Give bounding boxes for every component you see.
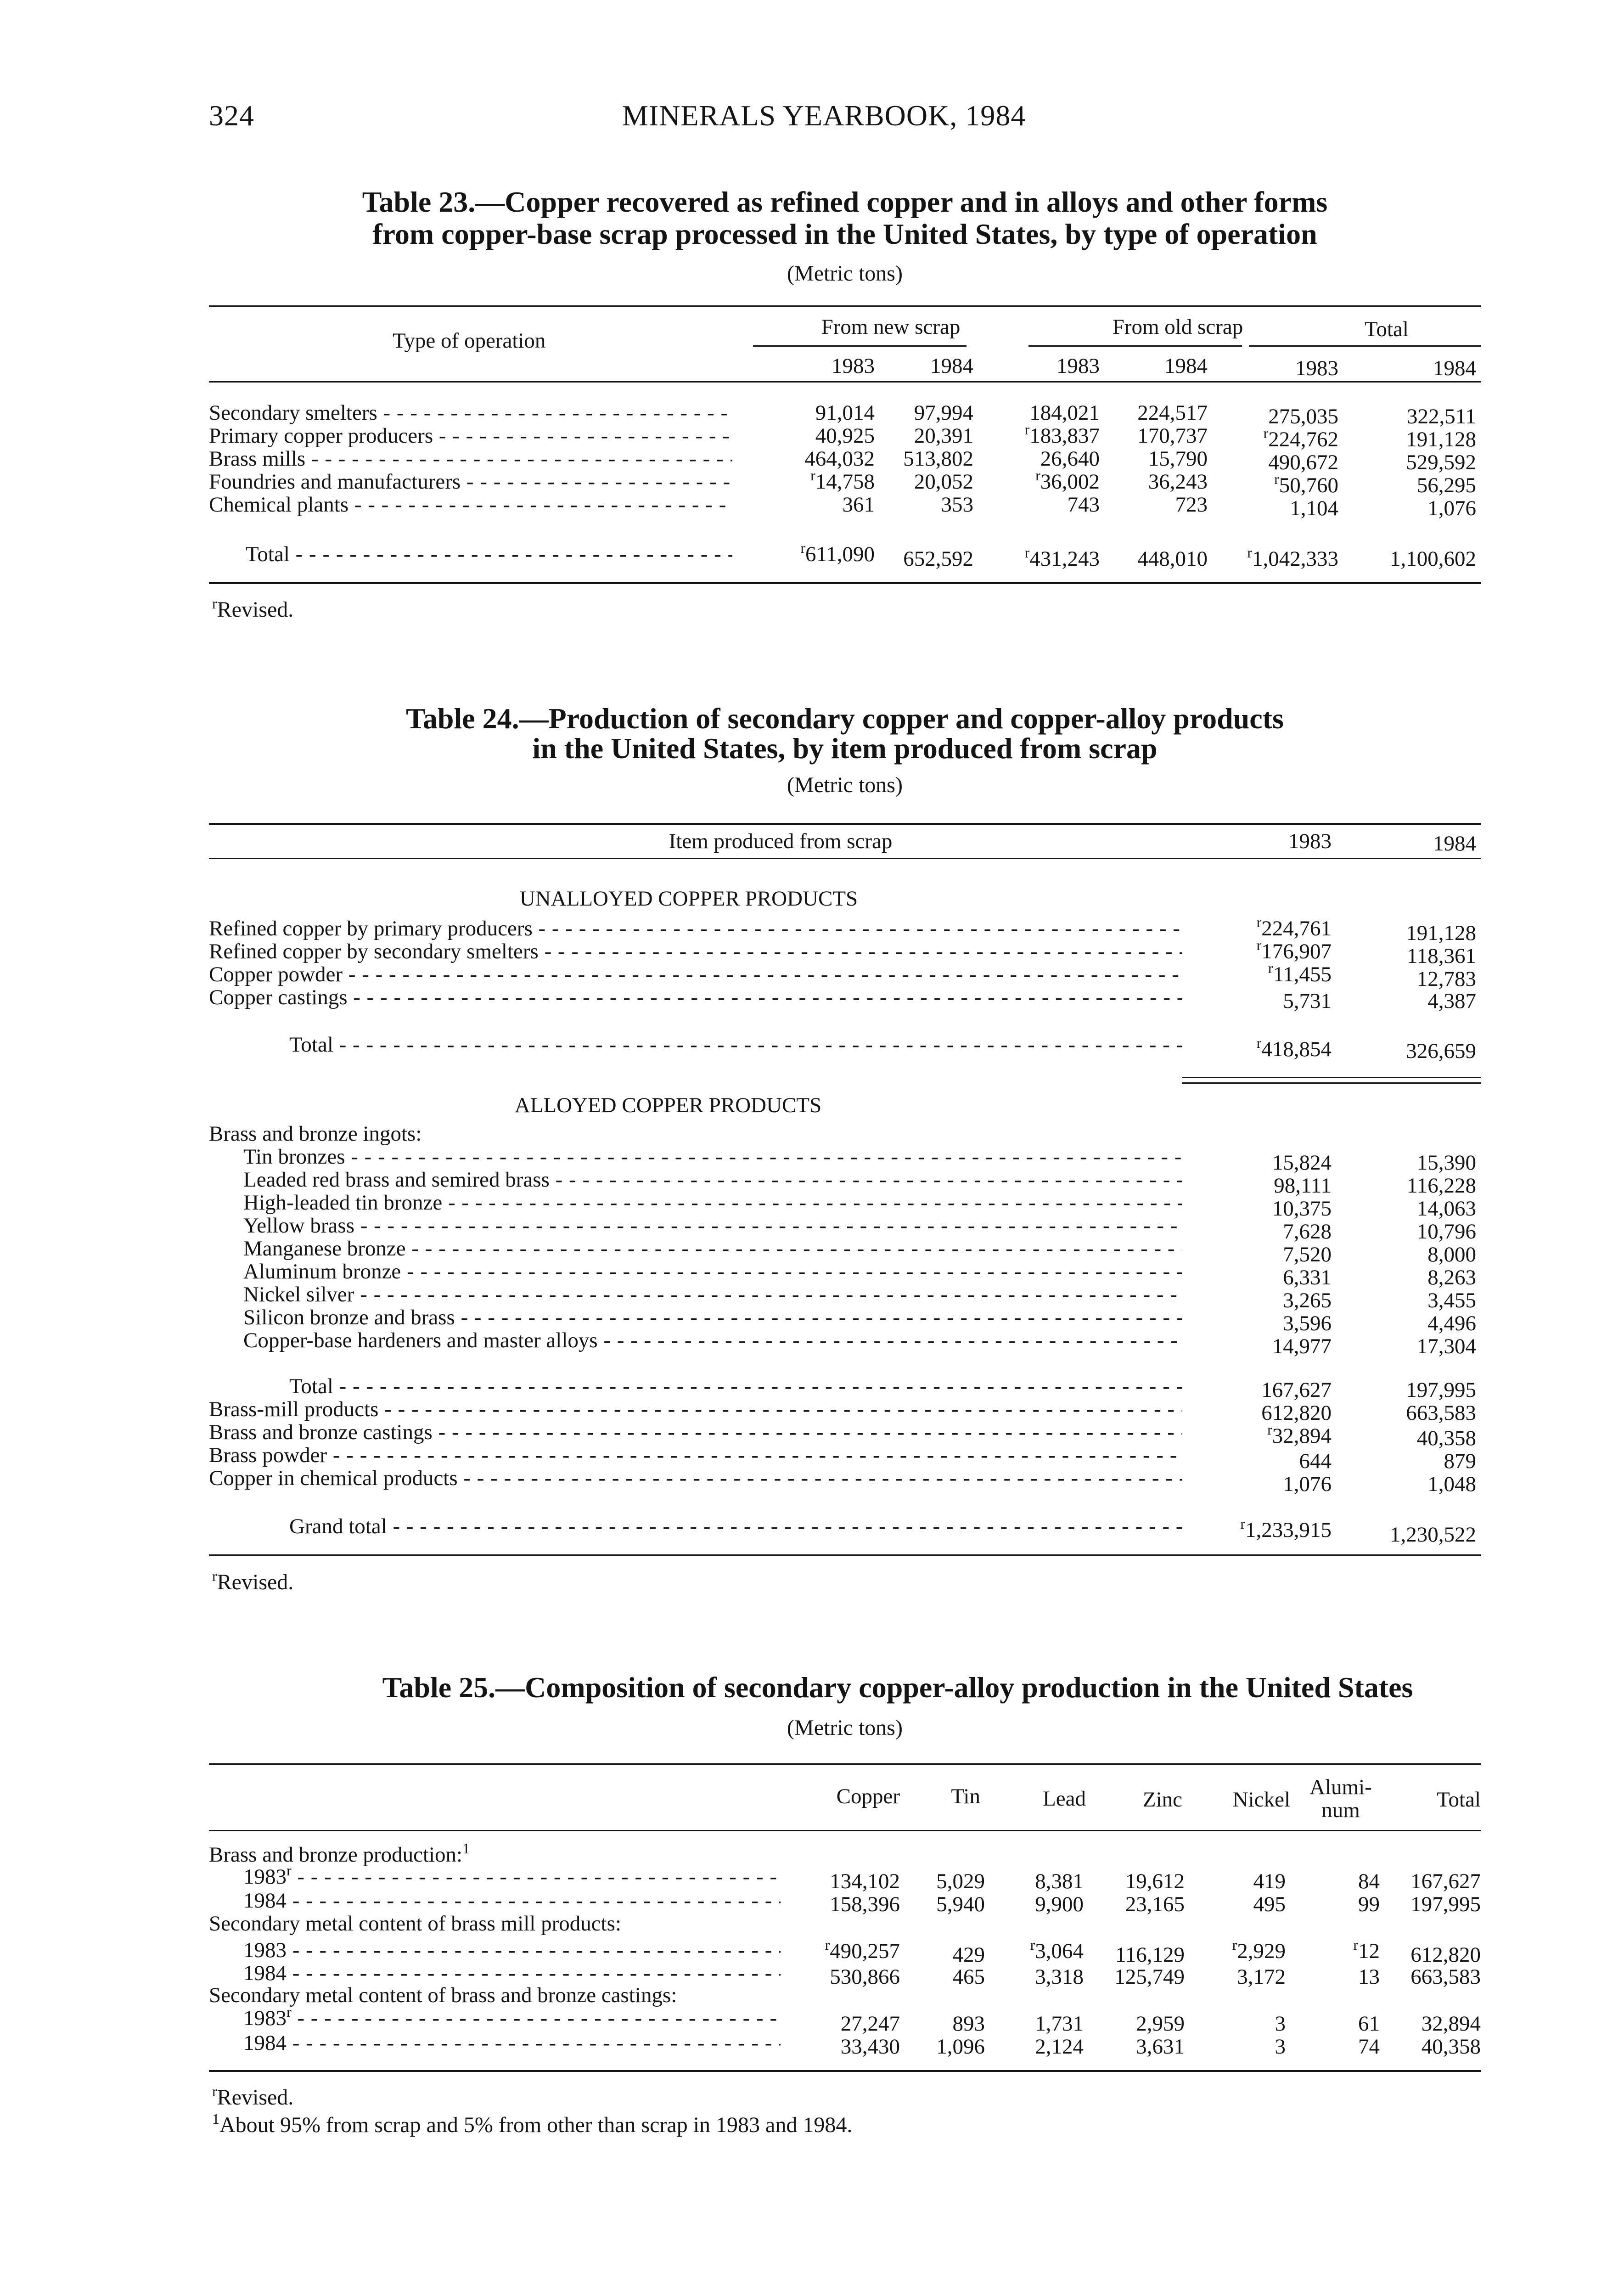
table24-top-rule [209,823,1481,825]
table-cell: $^r$32,894 [1267,1421,1332,1448]
table-row-label: Copper in chemical products - - - [209,1466,1182,1491]
table23-title-line1: Table 23.—Copper recovered as refined copper and in alloys and other forms [362,186,1328,218]
table-row-label: Copper powder - - - [209,962,1182,987]
table25-bottom-rule [209,2070,1481,2072]
table-cell: 20,391 [914,424,973,448]
table-cell: $^r$36,002 [1035,467,1100,494]
table23-year-header: 1983 [1295,356,1338,380]
table-cell: 1,048 [1427,1472,1476,1496]
table-cell: $^r$176,907 [1256,937,1332,963]
table-cell: 275,035 [1268,405,1338,428]
running-title: MINERALS YEARBOOK, 1984 [622,99,1026,132]
table24-double-rule [1182,1077,1481,1078]
table-cell: 98,111 [1274,1174,1332,1198]
table-cell: 15,390 [1416,1151,1476,1175]
table-cell: 167,627 [1261,1378,1332,1402]
table-cell: 15,790 [1148,447,1208,471]
table-cell: 118,361 [1406,944,1476,968]
table-cell: 6,331 [1283,1266,1332,1289]
table-cell: 3 [1275,2012,1286,2036]
table-cell: 3,172 [1237,1965,1286,1989]
table23-unit: (Metric tons) [787,261,903,286]
table24-unalloyed-total-label: Total - - - [289,1032,1182,1057]
table-cell: 1,230,522 [1390,1523,1476,1547]
table25-col-header: Total [1437,1788,1481,1812]
table-cell: 33,430 [840,2035,900,2059]
table-cell: 20,052 [914,470,973,494]
table-cell: 3,631 [1136,2035,1185,2059]
table23-top-rule [209,305,1481,307]
table24-header-rule [209,858,1481,859]
table-cell: 419 [1253,1869,1286,1893]
table23-group-rule [753,345,966,347]
table-cell: 36,243 [1148,470,1208,494]
table-row-label: Refined copper by primary producers - - - [209,916,1182,941]
table-cell: 723 [1175,493,1208,517]
table-cell: 4,387 [1427,989,1476,1013]
table-cell: 7,520 [1283,1243,1332,1266]
table-row-label: Brass and bronze castings - - - [209,1420,1182,1445]
table-cell: 134,102 [830,1869,900,1893]
table23-group-total: Total [1365,317,1409,341]
table23-title-line2: from copper-base scrap processed in the United States, by type of operation [372,218,1317,250]
table-cell: 125,749 [1114,1965,1185,1989]
table-cell: 5,029 [936,1869,985,1893]
table23-year-header: 1984 [930,354,973,378]
table-row-label: Chemical plants - - - [209,492,732,517]
table-cell: 3,455 [1427,1289,1476,1312]
table24-unit: (Metric tons) [787,773,903,797]
table-cell: 191,128 [1406,428,1476,451]
table-row-label: 1983$^r$ - - - [243,1864,781,1889]
table-cell: 743 [1067,493,1100,517]
table-cell: 652,592 [903,547,973,571]
table-row-label: 1984 - - - [243,2031,781,2055]
table24-stub-header: Item produced from scrap [669,829,893,853]
table-cell: $^r$224,762 [1263,425,1338,451]
table25-col-header: Copper [836,1784,900,1808]
table-cell: 14,977 [1272,1334,1332,1358]
table24-bottom-rule [209,1554,1481,1556]
table-row-label: Leaded red brass and semired brass - - - [243,1167,1182,1192]
table-cell: $^r$2,929 [1232,1936,1286,1963]
table-cell: $^r$183,837 [1024,421,1100,448]
table-cell: 3 [1275,2035,1286,2059]
table-cell: 5,940 [936,1892,985,1916]
table-cell: 91,014 [815,401,875,425]
table-row-label: Tin bronzes - - - [243,1144,1182,1169]
table-cell: $^r$611,090 [800,540,875,566]
table-cell: 1,104 [1290,496,1338,520]
table25-title: Table 25.—Composition of secondary copper-alloy production in the United States [382,1671,1413,1704]
table-cell: 23,165 [1125,1892,1185,1916]
table-row-label: Secondary smelters - - - [209,400,732,425]
table-cell: 879 [1444,1449,1476,1473]
table24-unalloyed-heading: UNALLOYED COPPER PRODUCTS [519,887,858,911]
table23-year-header: 1983 [832,354,875,378]
table-cell: 40,358 [1416,1426,1476,1450]
table-cell: $^r$3,064 [1030,1936,1084,1963]
table-cell: 61 [1358,2012,1380,2036]
table-row-label: Aluminum bronze - - - [243,1259,1182,1284]
table-cell: 2,124 [1035,2035,1084,2059]
table-cell: 361 [842,493,875,517]
table-cell: 224,517 [1137,401,1208,425]
table-cell: 97,994 [914,401,973,425]
table-cell: 1,731 [1035,2012,1084,2036]
table-cell: $^r$431,243 [1024,544,1100,571]
table-cell: 7,628 [1283,1220,1332,1244]
table-cell: 3,265 [1283,1289,1332,1312]
table-cell: 191,128 [1406,921,1476,945]
table-cell: 1,076 [1427,496,1476,520]
table24-grand-total-label: Grand total - - - [289,1514,1182,1539]
table-cell: 9,900 [1035,1892,1084,1916]
table-row-label: Copper castings - - - [209,985,1182,1010]
table-cell: 353 [941,493,973,517]
table-cell: 663,583 [1410,1965,1481,1989]
table-cell: 167,627 [1410,1869,1481,1893]
table-cell: 17,304 [1416,1334,1476,1358]
table-cell: 184,021 [1029,401,1100,425]
table-cell: 10,796 [1416,1220,1476,1244]
table-row-label: Primary copper producers - - - [209,423,732,448]
table-cell: 530,866 [830,1965,900,1989]
table-cell: 529,592 [1406,450,1476,474]
table23-group-rule [1028,345,1242,347]
table23-bottom-rule [209,582,1481,584]
table-cell: 1,096 [936,2035,985,2059]
table-cell: 322,511 [1406,405,1476,428]
table25-section-heading: Secondary metal content of brass mill products: [209,1912,622,1936]
table-row-label: Brass powder - - - [209,1443,1182,1468]
table-cell: 170,737 [1137,424,1208,448]
table-cell: $^r$11,455 [1268,960,1332,986]
table-cell: 40,358 [1421,2035,1481,2059]
table-row-label: Yellow brass - - - [243,1213,1182,1238]
table23-year-header: 1984 [1433,356,1476,380]
table-row-label: Foundries and manufacturers - - - [209,469,732,494]
table24-year-header: 1984 [1433,832,1476,855]
table-cell: $^r$490,257 [825,1936,900,1963]
table-row-label: 1983 - - - [243,1938,781,1963]
table-row-label: 1984 - - - [243,1961,781,1986]
table-cell: 197,995 [1410,1892,1481,1916]
table-cell: 1,100,602 [1390,547,1476,571]
table25-col-header: num [1321,1798,1360,1822]
table-row-label: Copper-base hardeners and master alloys - - - [243,1328,1182,1353]
table24-footnote: $^r$Revised. [212,1568,294,1594]
table-row-label: 1984 - - - [243,1888,781,1913]
table-row-label: Brass-mill products - - - [209,1397,1182,1422]
table-cell: 2,959 [1136,2012,1185,2036]
table-cell: 158,396 [830,1892,900,1916]
table-cell: 26,640 [1040,447,1100,471]
table-cell: 197,995 [1406,1378,1476,1402]
table24-title-line1: Table 24.—Production of secondary copper and copper-alloy products [406,702,1284,735]
table-cell: 10,375 [1272,1197,1332,1221]
table-cell: 32,894 [1421,2012,1481,2036]
table-row-label: High-leaded tin bronze - - - [243,1190,1182,1215]
table-cell: 27,247 [840,2012,900,2036]
table-row-label: Nickel silver - - - [243,1282,1182,1307]
table-cell: 8,263 [1427,1266,1476,1289]
table-cell: 15,824 [1272,1151,1332,1175]
table-cell: 513,802 [903,447,973,471]
table-cell: 8,381 [1035,1869,1084,1893]
table25-col-header: Lead [1043,1787,1086,1811]
table-cell: 14,063 [1416,1197,1476,1221]
table-cell: 116,129 [1115,1943,1185,1967]
table-cell: 5,731 [1283,989,1332,1013]
table-row-label: 1983$^r$ - - - [243,2006,781,2031]
table-cell: 74 [1358,2035,1380,2059]
table23-total-label: Total - - - [246,542,732,567]
table23-group-old: From old scrap [1112,315,1243,339]
table24-year-header: 1983 [1288,829,1332,853]
table-cell: 429 [952,1943,985,1967]
table25-col-header: Alumi- [1309,1775,1372,1799]
table-cell: 12,783 [1416,967,1476,991]
table25-col-header: Nickel [1232,1788,1290,1812]
table-row-label: Silicon bronze and brass - - - [243,1305,1182,1330]
table-cell: 326,659 [1406,1039,1476,1063]
table25-section-heading: Brass and bronze production:$^1$ [209,1840,470,1867]
table-cell: 464,032 [804,447,875,471]
table-cell: 3,596 [1283,1311,1332,1335]
table-cell: 663,583 [1406,1401,1476,1425]
table-row-label: Brass mills - - - [209,446,732,471]
table-row-label: Refined copper by secondary smelters - - - [209,939,1182,964]
table25-header-rule [209,1830,1481,1831]
table25-unit: (Metric tons) [787,1716,903,1740]
table-cell: 4,496 [1427,1311,1476,1335]
table24-ingots-heading: Brass and bronze ingots: [209,1122,422,1146]
table-cell: 1,076 [1283,1472,1332,1496]
table-cell: $^r$418,854 [1256,1035,1332,1061]
table23-stub-header: Type of operation [393,329,546,353]
table-cell: 612,820 [1261,1401,1332,1425]
table23-footnote: $^r$Revised. [212,595,294,622]
table-cell: 3,318 [1035,1965,1084,1989]
table25-footnote-scrap: $^1$About 95% from scrap and 5% from other than scrap in 1983 and 1984. [212,2110,853,2137]
table25-top-rule [209,1763,1481,1765]
table-cell: 495 [1253,1892,1286,1916]
table-cell: 465 [952,1965,985,1989]
table-cell: $^r$1,042,333 [1247,544,1338,571]
table24-alloyed-heading: ALLOYED COPPER PRODUCTS [514,1093,822,1117]
table-cell: $^r$224,761 [1256,914,1332,940]
table24-title-line2: in the United States, by item produced from scrap [532,732,1157,765]
table-cell: 19,612 [1125,1869,1185,1893]
table23-group-rule [1249,345,1481,347]
table-cell: 490,672 [1268,450,1338,474]
table24-ingot-total-label: Total - - - [289,1374,1182,1399]
table25-col-header: Tin [951,1784,980,1808]
table-cell: $^r$50,760 [1274,471,1338,497]
table-cell: 84 [1358,1869,1380,1893]
table25-col-header: Zinc [1142,1788,1182,1812]
table-cell: 612,820 [1410,1943,1481,1967]
table23-year-header: 1984 [1164,354,1208,378]
table-cell: $^r$14,758 [810,467,875,494]
table-cell: 56,295 [1416,473,1476,497]
table-cell: 40,925 [815,424,875,448]
table-cell: 13 [1358,1965,1380,1989]
table23-year-header: 1983 [1056,354,1100,378]
table-cell: 116,228 [1406,1174,1476,1198]
table25-footnote-revised: $^r$Revised. [212,2083,294,2110]
page-number: 324 [209,99,254,132]
table-cell: 99 [1358,1892,1380,1916]
table-cell: $^r$1,233,915 [1240,1515,1332,1542]
table-cell: $^r$12 [1353,1936,1380,1963]
table24-double-rule [1182,1082,1481,1084]
table-cell: 8,000 [1427,1243,1476,1266]
table23-group-new: From new scrap [821,315,961,339]
table-cell: 448,010 [1137,547,1208,571]
table25-section-heading: Secondary metal content of brass and bronze castings: [209,1983,677,2007]
table-cell: 644 [1299,1449,1332,1473]
table-cell: 893 [952,2012,985,2036]
table-row-label: Manganese bronze - - - [243,1236,1182,1261]
table23-header-rule [209,381,1481,383]
